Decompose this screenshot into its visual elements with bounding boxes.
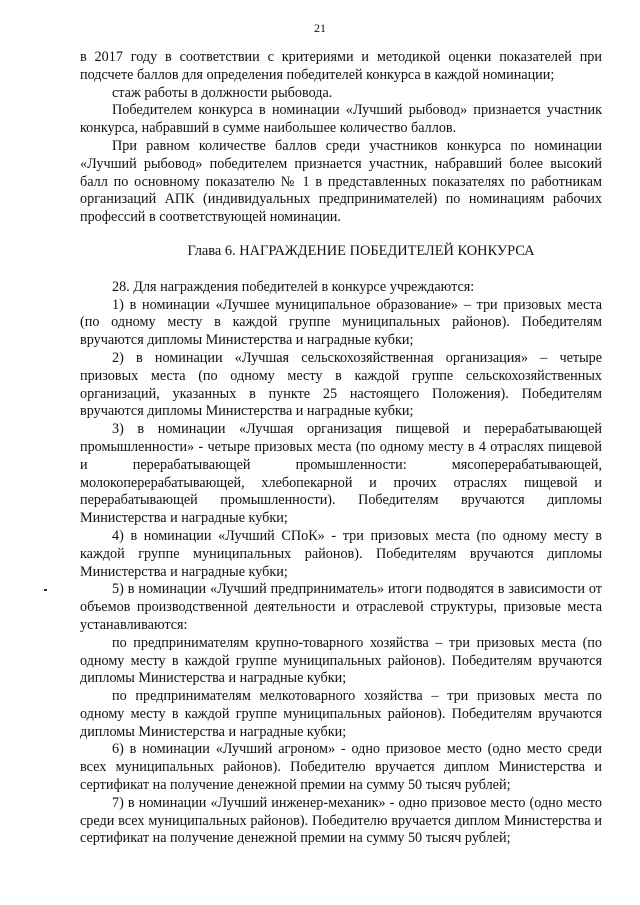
paragraph: 6) в номинации «Лучший агроном» - одно призовое место (одно место среди всех муниципальных районов). Победителю вручается диплом Министерства и сертификат на получение денежной премии на сумму 50 тысяч рублей; xyxy=(80,741,602,794)
paragraph: в 2017 году в соответствии с критериями и методикой оценки показателей при подсчете баллов для определения победителей конкурса в каждой номинации; xyxy=(80,49,602,83)
paragraph: 7) в номинации «Лучший инженер-механик» - одно призовое место (одно место среди всех муниципальных районов). Победителю вручается диплом Министерства и сертификат на получение денежной премии на сумму 50 тысяч рублей; xyxy=(80,794,602,847)
paragraph: 28. Для награждения победителей в конкурсе учреждаются: xyxy=(112,278,475,295)
paragraph: 4) в номинации «Лучший СПоК» - три призовых места (по одному месту в каждой группе муниципальных районов). Победителям вручаются дипломы Министерства и наградные кубки; xyxy=(80,527,602,580)
paragraph: При равном количестве баллов среди участников конкурса по номинации «Лучший рыбовод» победителем признается участник, набравший более высокий балл по основному показателю № 1 в представленных показателях по работникам организаций АПК (индивидуальных предпринимателей) по номинациям рабочих профессий в соответствующей номинации. xyxy=(80,137,602,226)
paragraph: 1) в номинации «Лучшее муниципальное образование» – три призовых места (по одному месту в каждой группе муниципальных районов). Победителям вручаются дипломы Министерства и наградные кубки; xyxy=(80,296,602,349)
paragraph: по предпринимателям крупно-товарного хозяйства – три призовых места (по одному месту в каждой группе муниципальных районов). Победителям вручаются дипломы Министерства и наградные кубки; xyxy=(80,634,602,687)
paragraph: по предпринимателям мелкотоварного хозяйства – три призовых места по одному месту в каждой группе муниципальных районов). Победителям вручаются дипломы Министерства и наградные кубки; xyxy=(80,688,602,740)
page-number: 21 xyxy=(314,21,326,35)
paragraph: 3) в номинации «Лучшая организация пищевой и перерабатывающей промышленности» - четыре призовых места (по одному месту в 4 отраслях пищевой и перерабатывающей промышленности: мясоперерабатывающей, молокоперерабатывающей, хлебопекарной и прочих отраслях пищевой и перерабатывающей промышленности). Победителям вручаются дипломы Министерства и наградные кубки; xyxy=(80,421,602,527)
scan-speck xyxy=(44,589,47,591)
paragraph: стаж работы в должности рыбовода. xyxy=(112,84,333,101)
paragraph: 5) в номинации «Лучший предприниматель» итоги подводятся в зависимости от объемов производственной деятельности и отраслевой структуры, призовые места устанавливаются: xyxy=(80,581,602,633)
chapter-title: Глава 6. НАГРАЖДЕНИЕ ПОБЕДИТЕЛЕЙ КОНКУРСА xyxy=(187,242,535,259)
paragraph: Победителем конкурса в номинации «Лучший рыбовод» признается участник конкурса, набравший в сумме наибольшее количество баллов. xyxy=(80,102,602,137)
document-body xyxy=(80,49,602,848)
paragraph: 2) в номинации «Лучшая сельскохозяйственная организация» – четыре призовых места (по одному месту в каждой группе сельскохозяйственных организаций, указанных в пункте 25 настоящего Положения). Победителям вручаются дипломы Министерства и наградные кубки; xyxy=(80,349,602,420)
